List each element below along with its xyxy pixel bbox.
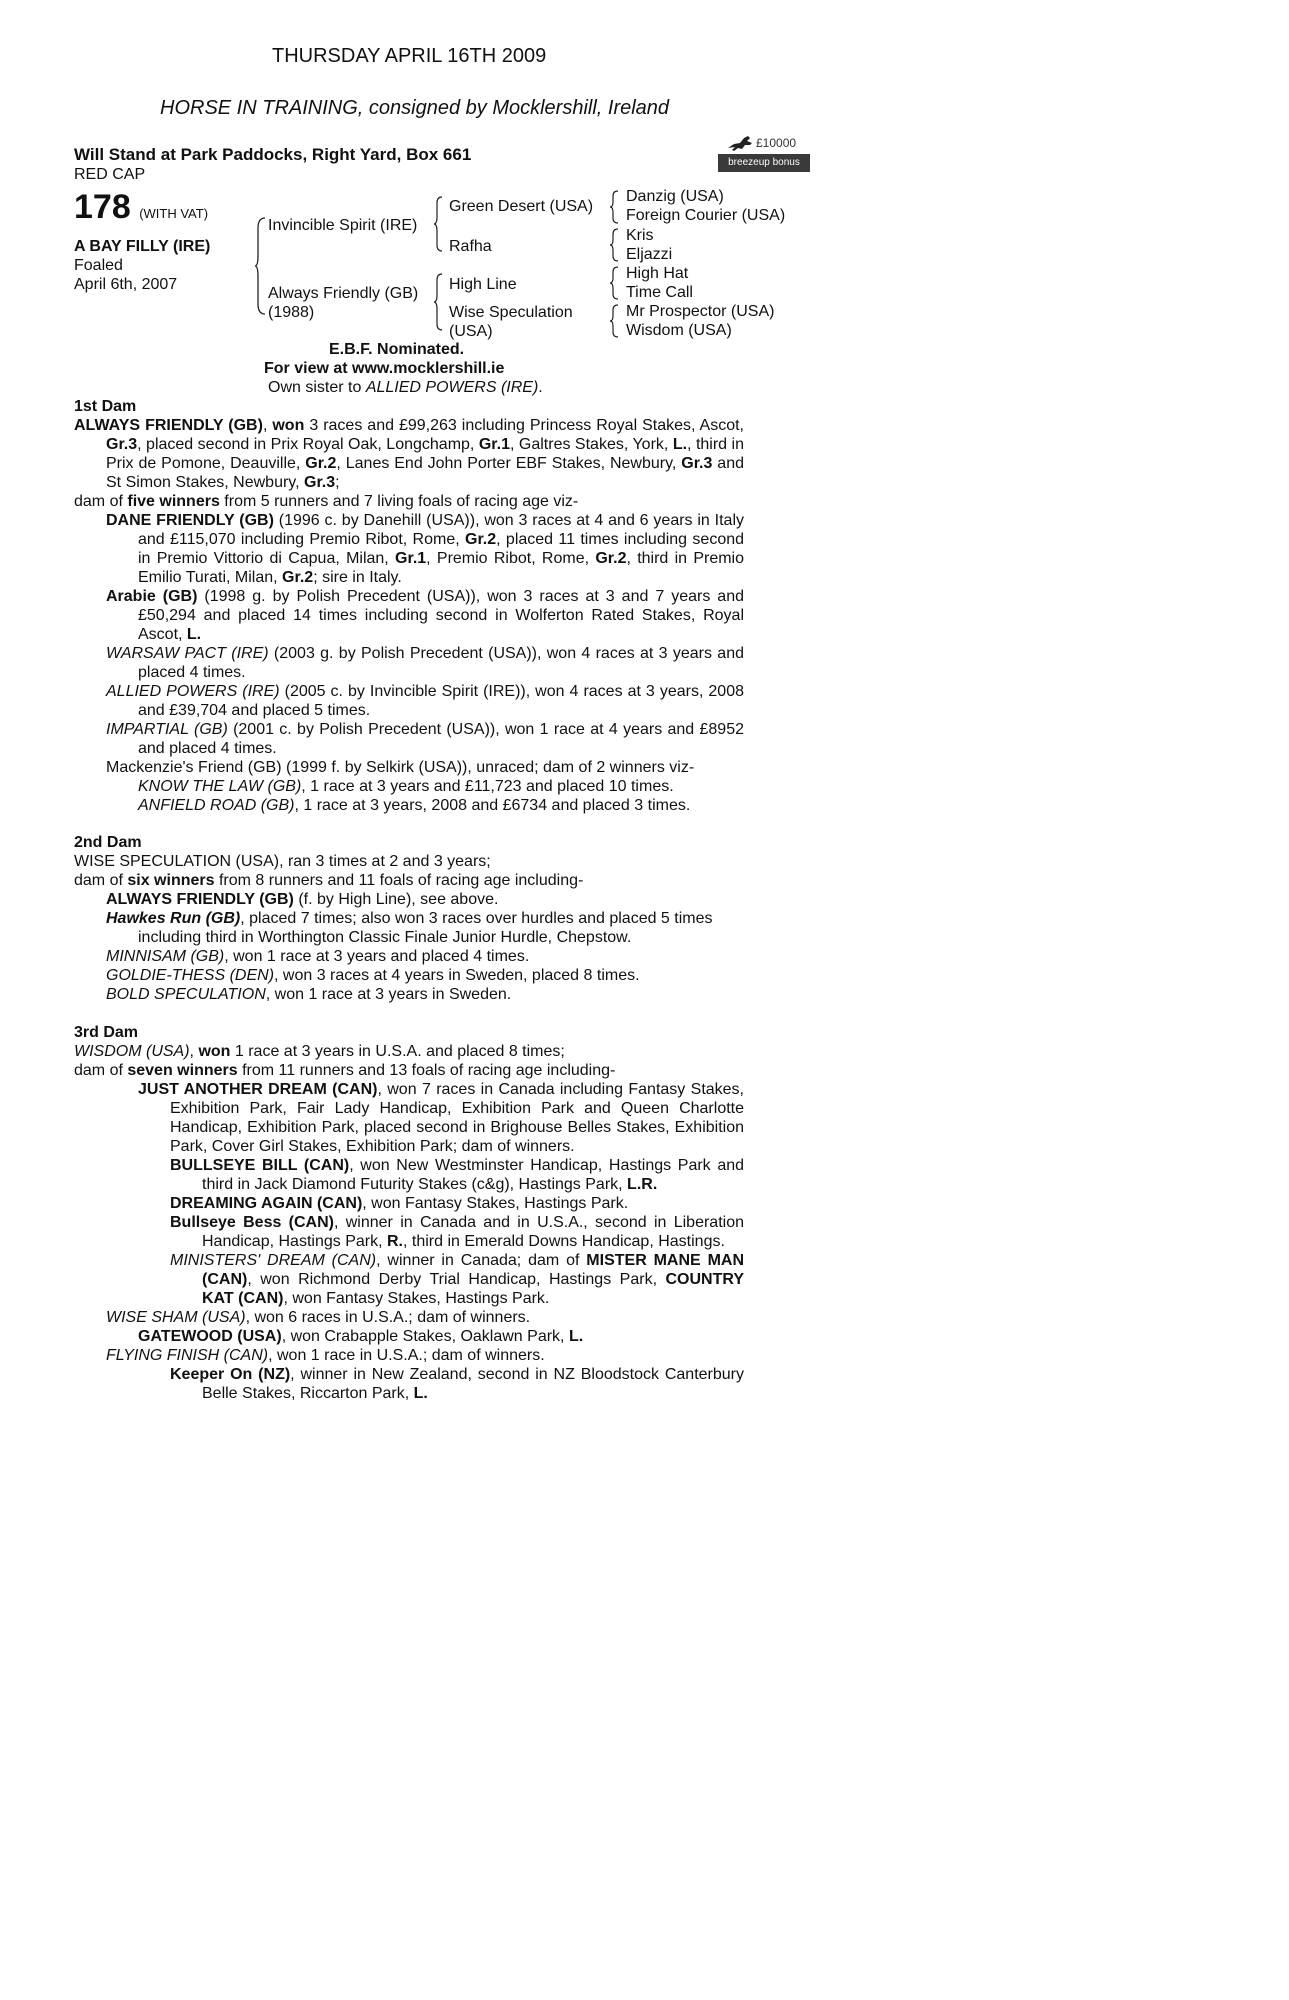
txt: (1998 g. by Polish Precedent (USA)), won 3 races at 3 and 7 years and £50,294 and placed 14 times including second in Wolferton Rated Stakes, Royal Ascot, xyxy=(138,588,744,643)
second-dam-record: WISE SPECULATION (USA), ran 3 times at 2 and 3 years; xyxy=(74,853,491,870)
second-dam-section xyxy=(74,833,744,1004)
pedigree-g6: Time Call xyxy=(626,284,693,301)
first-dam-section xyxy=(74,397,744,815)
horse-name: BOLD SPECULATION xyxy=(106,986,266,1003)
horse-name: GATEWOOD (USA) xyxy=(138,1328,282,1345)
pedigree-brace-dam xyxy=(434,272,444,332)
pedigree-dam-year: (1988) xyxy=(268,304,315,321)
grand-produce-entry xyxy=(74,796,744,815)
txt: (f. by High Line), see above. xyxy=(293,891,499,908)
produce-entry xyxy=(74,966,744,985)
produce-entry xyxy=(74,587,744,644)
grade-label: Gr.2 xyxy=(595,550,627,567)
pedigree-sire: Invincible Spirit (IRE) xyxy=(268,217,418,234)
txt: dam of xyxy=(74,1062,128,1079)
lot-number-row xyxy=(74,190,208,224)
breezeup-bonus-badge xyxy=(718,134,810,174)
horse-name: ALWAYS FRIENDLY (GB) xyxy=(106,891,294,908)
horse-name: DREAMING AGAIN (CAN) xyxy=(170,1195,363,1212)
txt: , won 1 race at 3 years and placed 4 times. xyxy=(224,948,530,965)
txt: , placed 7 times; also won 3 races over hurdles and placed 5 times including third in Worthington Classic Finale Junior Hurdle, Chepstow. xyxy=(138,910,713,946)
txt: , won Fantasy Stakes, Hastings Park. xyxy=(362,1195,629,1212)
pedigree-g3: Kris xyxy=(626,227,654,244)
horse-name: BULLSEYE BILL (CAN) xyxy=(170,1157,350,1174)
second-dam-produce-summary xyxy=(74,871,744,890)
txt: dam of xyxy=(74,493,128,510)
txt: (2005 c. by Invincible Spirit (IRE)), won 4 races at 3 years, 2008 and £39,704 and placed 5 times. xyxy=(138,683,745,719)
grade-label: Gr.1 xyxy=(395,550,427,567)
foaled-label: Foaled xyxy=(74,257,123,274)
grade-label: Gr.3 xyxy=(304,474,336,491)
pedigree-g7: Mr Prospector (USA) xyxy=(626,303,775,320)
winners-count: six winners xyxy=(127,872,215,889)
produce-entry xyxy=(74,682,744,720)
second-dam-heading: 2nd Dam xyxy=(74,834,142,851)
first-dam-record xyxy=(74,416,744,492)
txt: (2003 g. by Polish Precedent (USA)), won 4 races at 3 years and placed 4 times. xyxy=(138,645,745,681)
stand-location: Will Stand at Park Paddocks, Right Yard, Box 661 xyxy=(74,145,472,164)
grade-label: Gr.2 xyxy=(282,569,314,586)
horse-name: KNOW THE LAW (GB) xyxy=(138,778,302,795)
txt: , won 1 race in U.S.A.; dam of winners. xyxy=(268,1347,545,1364)
grade-label: Gr.3 xyxy=(106,436,138,453)
horse-name: Keeper On (NZ) xyxy=(170,1366,291,1383)
consignment-line: HORSE IN TRAINING, consigned by Mocklershill, Ireland xyxy=(160,97,670,119)
won-label: won xyxy=(198,1043,231,1060)
horse-name: COUNTRY KAT (CAN) xyxy=(202,1271,744,1307)
txt: , won Crabapple Stakes, Oaklawn Park, xyxy=(281,1328,569,1345)
txt: Mackenzie's Friend (GB) (1999 f. by Selkirk (USA)), unraced; dam of 2 winners viz- xyxy=(106,759,695,776)
pedigree-g8: Wisdom (USA) xyxy=(626,322,732,339)
pedigree-brace-g34 xyxy=(610,227,620,263)
horse-name: MISTER MANE MAN (CAN) xyxy=(202,1252,745,1288)
grade-label: Gr.2 xyxy=(465,531,497,548)
txt: , placed second in Prix Royal Oak, Longchamp, xyxy=(137,436,479,453)
produce-entry xyxy=(74,720,744,758)
grade-label: Gr.1 xyxy=(478,436,510,453)
produce-entry xyxy=(74,985,744,1004)
grand-produce-entry xyxy=(74,1080,744,1156)
own-sister-note xyxy=(268,378,543,397)
page-date: THURSDAY APRIL 16TH 2009 xyxy=(272,45,547,67)
great-grand-produce-entry xyxy=(74,1156,744,1194)
first-dam-heading: 1st Dam xyxy=(74,398,137,415)
third-dam-produce-summary xyxy=(74,1061,744,1080)
txt: dam of xyxy=(74,872,128,889)
horse-name: IMPARTIAL (GB) xyxy=(106,721,228,738)
horse-name: WARSAW PACT (IRE) xyxy=(106,645,269,662)
pedigree-sire-dam: Rafha xyxy=(449,238,492,255)
txt: , won 1 race at 3 years in Sweden. xyxy=(265,986,512,1003)
txt: , winner in New Zealand, second in NZ Bloodstock Canterbury Belle Stakes, Riccarton Park, xyxy=(202,1366,744,1402)
produce-entry xyxy=(74,947,744,966)
txt: (1996 c. by Danehill (USA)), won 3 races at 4 and 6 years in Italy and £115,070 including Premio Ribot, Rome, xyxy=(138,512,745,548)
produce-entry xyxy=(74,909,744,947)
pedigree-g1: Danzig (USA) xyxy=(626,188,724,205)
txt: , Galtres Stakes, York, xyxy=(509,436,673,453)
txt: , winner in Canada; dam of xyxy=(376,1252,587,1269)
pedigree-brace-g12 xyxy=(610,189,620,225)
pedigree-brace-g78 xyxy=(610,303,620,339)
pedigree-brace-sire xyxy=(434,195,444,253)
horse-name: DANE FRIENDLY (GB) xyxy=(106,512,274,529)
grade-label: L. xyxy=(413,1385,428,1402)
lot-description: A BAY FILLY (IRE) xyxy=(74,238,211,255)
horse-name: ANFIELD ROAD (GB) xyxy=(138,797,295,814)
txt: , Premio Ribot, Rome, xyxy=(426,550,596,567)
txt: ; sire in Italy. xyxy=(313,569,402,586)
txt: , won 3 races at 4 years in Sweden, placed 8 times. xyxy=(274,967,640,984)
horse-name: GOLDIE-THESS (DEN) xyxy=(106,967,275,984)
grade-label: Gr.2 xyxy=(305,455,337,472)
pedigree-dam: Always Friendly (GB) xyxy=(268,285,419,302)
horse-name: Hawkes Run (GB) xyxy=(106,910,241,927)
dam-name: WISDOM (USA) xyxy=(74,1043,190,1060)
pedigree-dam-sire: High Line xyxy=(449,276,517,293)
won-label: won xyxy=(272,417,305,434)
txt: , third in Prix de Pomone, Deauville, xyxy=(106,436,745,472)
great-grand-produce-entry xyxy=(74,1194,744,1213)
own-sister-name: ALLIED POWERS (IRE) xyxy=(365,379,539,396)
foaled-date: April 6th, 2007 xyxy=(74,276,178,293)
great-grand-produce-entry xyxy=(74,1213,744,1251)
txt: , 1 race at 3 years and £11,723 and placed 10 times. xyxy=(301,778,674,795)
txt: , Lanes End John Porter EBF Stakes, Newbury, xyxy=(336,455,682,472)
pedigree-g2: Foreign Courier (USA) xyxy=(626,207,786,224)
vat-note: (WITH VAT) xyxy=(139,206,209,221)
txt: , third in Premio Emilio Turati, Milan, xyxy=(138,550,744,586)
txt: (2001 c. by Polish Precedent (USA)), won 1 race at 4 years and £8952 and placed 4 times. xyxy=(138,721,744,757)
produce-entry xyxy=(74,511,744,587)
horse-name: Arabie (GB) xyxy=(106,588,198,605)
pedigree-g5: High Hat xyxy=(626,265,689,282)
txt: , won 6 races in U.S.A.; dam of winners. xyxy=(245,1309,531,1326)
txt: , xyxy=(189,1043,199,1060)
third-dam-record xyxy=(74,1042,744,1061)
txt: , won Fantasy Stakes, Hastings Park. xyxy=(283,1290,550,1307)
pedigree-dam-dam: Wise Speculation xyxy=(449,304,573,321)
txt: 1 race at 3 years in U.S.A. and placed 8 times; xyxy=(230,1043,565,1060)
lot-name-caption: RED CAP xyxy=(74,166,146,183)
txt: 3 races and £99,263 including Princess Royal Stakes, Ascot, xyxy=(304,417,744,434)
own-sister-prefix: Own sister to xyxy=(268,379,366,396)
dam-name: ALWAYS FRIENDLY (GB) xyxy=(74,417,263,434)
txt: , won Richmond Derby Trial Handicap, Hastings Park, xyxy=(247,1271,666,1288)
horse-name: MINNISAM (GB) xyxy=(106,948,225,965)
first-dam-produce-summary xyxy=(74,492,744,511)
produce-entry xyxy=(74,1346,744,1365)
pedigree-brace-g56 xyxy=(610,265,620,301)
txt: , winner in Canada and in U.S.A., second in Liberation Handicap, Hastings Park, xyxy=(202,1214,744,1250)
horse-name: ALLIED POWERS (IRE) xyxy=(106,683,280,700)
grade-label: L. xyxy=(672,436,688,453)
txt: , 1 race at 3 years, 2008 and £6734 and placed 3 times. xyxy=(294,797,691,814)
lot-number: 178 xyxy=(74,188,131,226)
badge-amount: £10000 xyxy=(756,136,797,150)
third-dam-heading: 3rd Dam xyxy=(74,1024,139,1041)
txt: , won 7 races in Canada including Fantasy Stakes, Exhibition Park, Fair Lady Handicap, Exhibition Park and Queen Charlotte Handicap, Exhibition Park, placed second in Brighouse Belles Stakes, Exhibition Park, Cover Girl Stakes, Exhibition Park; dam of winners. xyxy=(170,1081,745,1155)
view-website: For view at www.mocklershill.ie xyxy=(264,360,505,377)
txt: , xyxy=(262,417,273,434)
grand-produce-entry xyxy=(74,777,744,796)
own-sister-suffix: . xyxy=(538,379,543,396)
pedigree-g4: Eljazzi xyxy=(626,246,673,263)
great-grand-produce-entry xyxy=(74,1365,744,1403)
grade-label: L. xyxy=(568,1328,584,1345)
txt: , placed 11 times including second in Premio Vittorio di Capua, Milan, xyxy=(138,531,745,567)
txt: from 5 runners and 7 living foals of racing age viz- xyxy=(219,493,579,510)
produce-entry xyxy=(74,644,744,682)
winners-count: five winners xyxy=(127,493,220,510)
txt: , third in Emerald Downs Handicap, Hastings. xyxy=(402,1233,725,1250)
produce-entry xyxy=(74,890,744,909)
grand-produce-entry xyxy=(74,1327,744,1346)
horse-name: FLYING FINISH (CAN) xyxy=(106,1347,269,1364)
pedigree-dam-dam-suffix: (USA) xyxy=(449,323,493,340)
txt: from 8 runners and 11 foals of racing age including- xyxy=(214,872,584,889)
great-grand-produce-entry xyxy=(74,1251,744,1308)
grade-label: L.R. xyxy=(627,1176,658,1193)
pedigree-brace-main xyxy=(255,216,267,316)
txt: , won New Westminster Handicap, Hastings Park and third in Jack Diamond Futurity Stakes (c&g), Hastings Park, xyxy=(202,1157,745,1193)
grade-label: L. xyxy=(186,626,202,643)
winners-count: seven winners xyxy=(127,1062,238,1079)
badge-text: breezeup bonus xyxy=(718,154,810,172)
txt: and St Simon Stakes, Newbury, xyxy=(106,455,745,491)
grade-label: Gr.3 xyxy=(681,455,713,472)
txt: from 11 runners and 13 foals of racing age including- xyxy=(237,1062,616,1079)
horse-name: Bullseye Bess (CAN) xyxy=(170,1214,334,1231)
pedigree-sire-sire: Green Desert (USA) xyxy=(449,198,594,215)
ebf-nominated: E.B.F. Nominated. xyxy=(329,341,465,358)
horse-name: JUST ANOTHER DREAM (CAN) xyxy=(138,1081,378,1098)
horse-icon xyxy=(726,134,756,154)
grade-label: R. xyxy=(386,1233,403,1250)
horse-name: WISE SHAM (USA) xyxy=(106,1309,246,1326)
horse-name: MINISTERS' DREAM (CAN) xyxy=(170,1252,377,1269)
produce-entry xyxy=(74,1308,744,1327)
produce-entry xyxy=(74,758,744,777)
txt: ; xyxy=(335,474,340,491)
third-dam-section xyxy=(74,1023,744,1403)
